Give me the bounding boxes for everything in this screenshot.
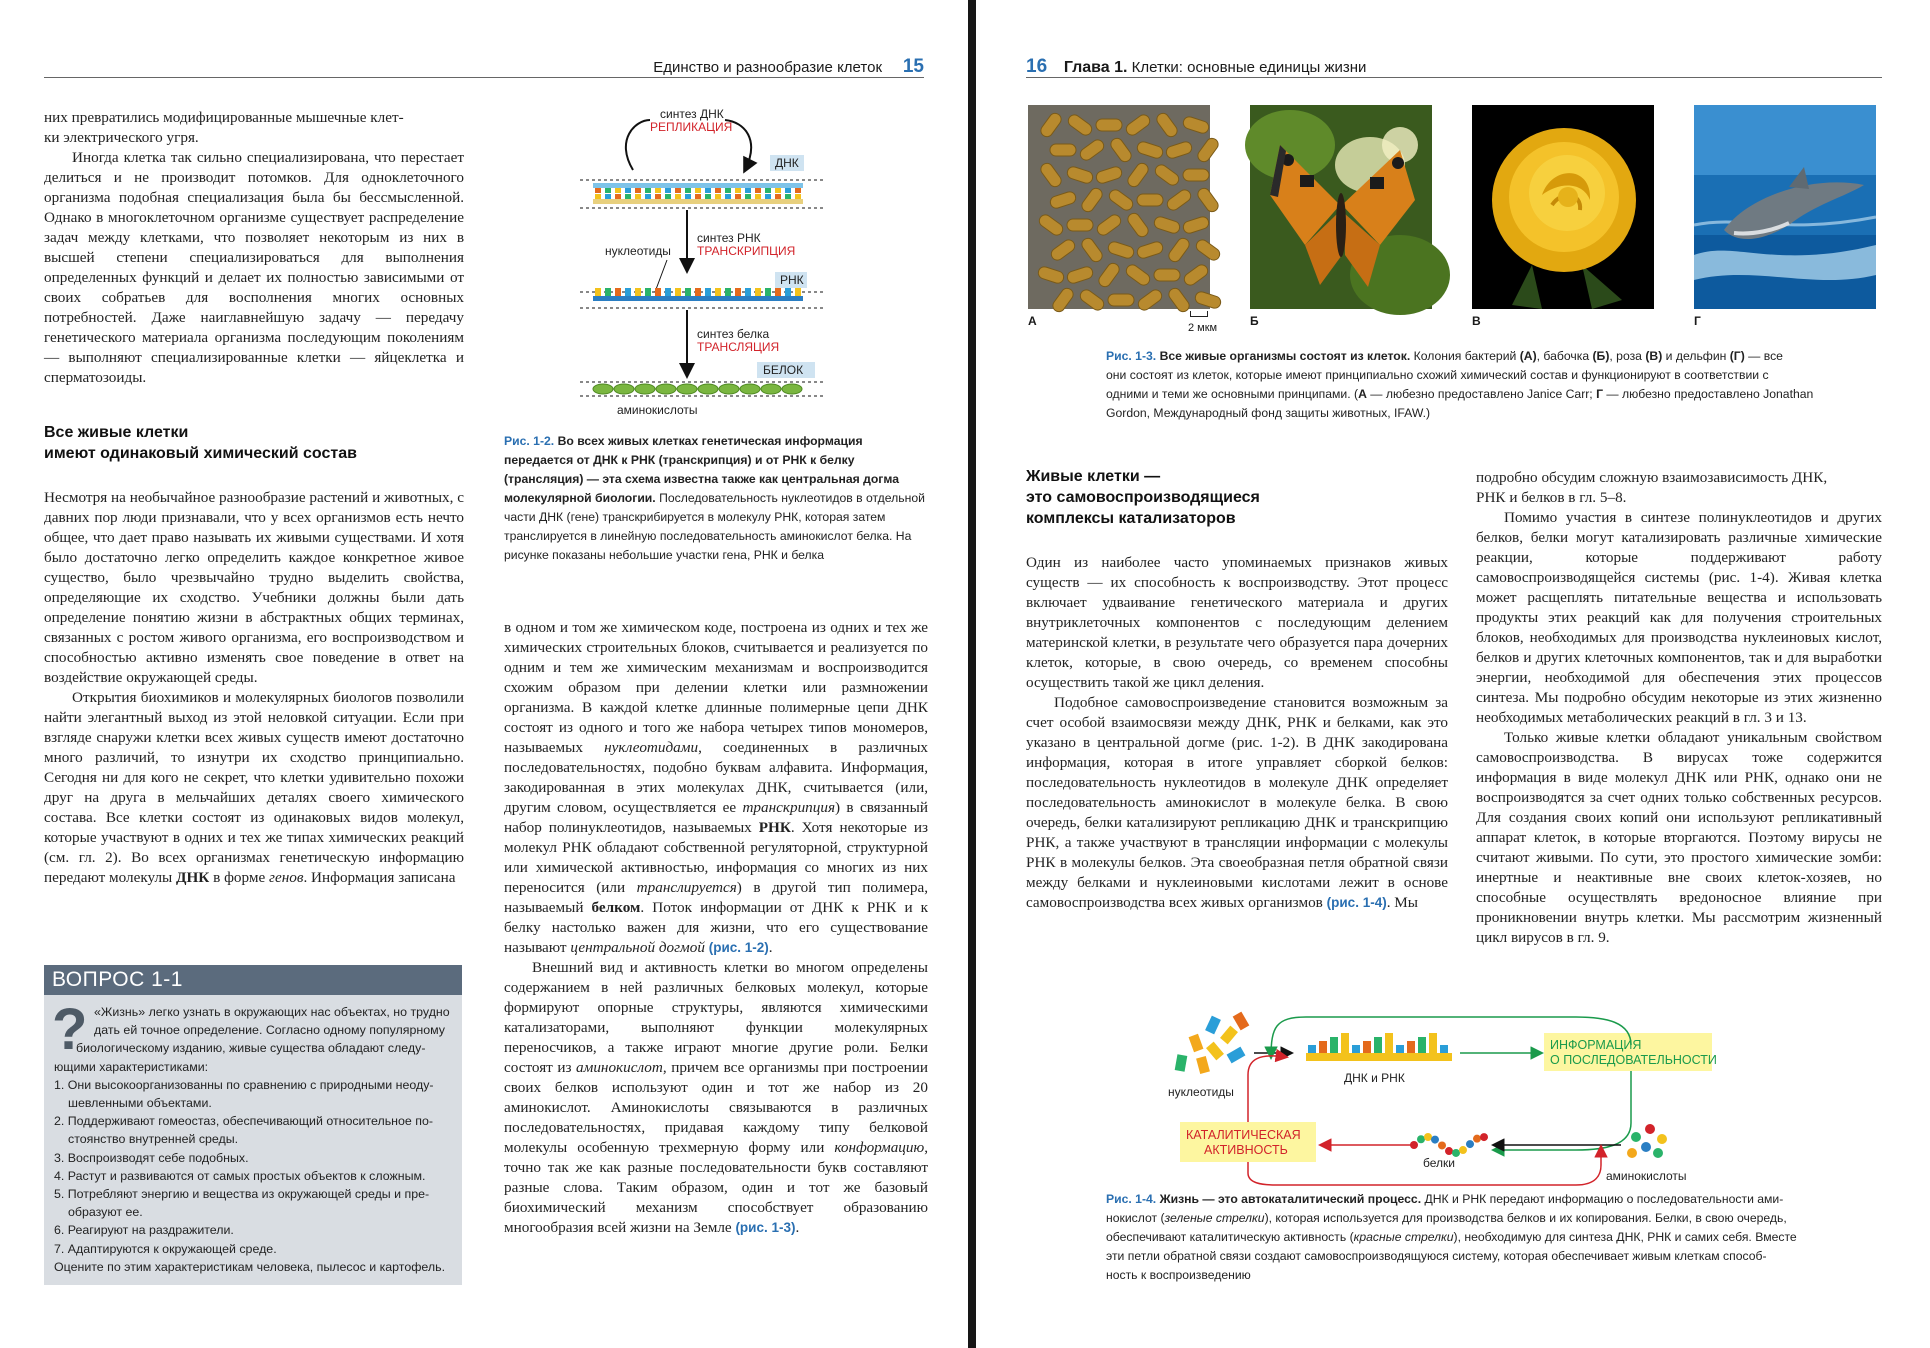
running-header: 16 Глава 1. Клетки: основные единицы жизни	[1026, 56, 1882, 78]
label-dna-rna: ДНК и РНК	[1344, 1071, 1405, 1085]
figure-ref[interactable]: (рис. 1-2)	[708, 940, 769, 955]
para: Внешний вид и активность клетки во многом определены содержанием в ней различных белковых молекул, которые формируют опорные структуры, являются химическими катализаторами, выполняют функции молекулярных переносчиков, а также играют многие другие роли. Белки состоят из аминокислот, причем все организмы при построении своих белков используют один и тот же набор из 20 аминокислот. Аминокислоты связываются в различных последовательностях, придавая каждому типу белковой молекулы особенную трехмерную форму или конформацию, точно так же как разные последовательности букв составляют разные слова. Таким образом, один и тот же базовый биохимический механизм способствует образованию многообразия всей жизни на Земле (рис. 1-3).	[504, 959, 928, 1236]
para: Несмотря на необычайное разнообразие растений и животных, с давних пор люди признавали, что у всех организмов есть нечто общее, что дает право называть их живыми существами. И хотя было достаточно легко определить каждое конкретное живое существо, было чрезвычайно трудно выделить свойства, определяющие их сходство. Учебники должны были дать определение понятию жизни в абстрактных общих терминах, связанных с ростом живого организма, его воспроизводством и способностью активно изменять свое поведение в ответ на воздействие окружающей среды.	[44, 489, 464, 686]
para: Только живые клетки обладают уникальным свойством самовоспроизводства. В вирусах тоже содержится информация в виде молекул ДНК или РНК, однако они не воспроизводятся за счет одних только собственных ресурсов. Для создания своих копий они используют репликативный аппарат клеток, в которые вторгаются. Поэтому вирусы не считают живыми. По сути, это простого химические зомби: инертные и неактивные вне своих клеток-хозяев, но способные осуществлять вредоносное влияние при проникновении внутрь клетки. Мы рассмотрим жизненный цикл вирусов в гл. 9.	[1476, 729, 1882, 946]
label-replication: РЕПЛИКАЦИЯ	[650, 120, 733, 134]
scale-label: 2 мкм	[1188, 322, 1218, 334]
header-title: Клетки: основные единицы жизни	[1131, 59, 1367, 76]
figure-1-2-central-dogma	[575, 100, 875, 420]
figure-1-4-caption: Рис. 1-4. Жизнь — это автокаталитический процесс. ДНК и РНК передают информацию о последовательности ами- нокислот (зеленые стрелки), которая используется для производства белков и их копирования. Белки, в свою очередь, обеспечивают каталитическую активность (красные стрелки), необходимую для синтеза ДНК, РНК и самих себя. Вместе эти петли обратной связи создают самовоспроизводящуюся систему, которая обеспечивает живым клеткам способ- ность к воспроизведению	[1106, 1192, 1797, 1282]
label-protein: БЕЛОК	[763, 363, 804, 377]
label-synth-rna: синтез РНК	[697, 231, 761, 245]
label-nucleotides: нуклеотиды	[1168, 1085, 1234, 1099]
photo-dolphin	[1694, 105, 1876, 309]
column-2	[504, 618, 928, 1238]
label-proteins: белки	[1423, 1156, 1455, 1170]
column-4	[1476, 468, 1882, 948]
photo-butterfly	[1250, 105, 1432, 309]
para-continued: них превратились модифицированные мышечные клет- ки электрического угря.	[44, 109, 404, 146]
figure-1-4-autocatalysis	[1168, 1005, 1717, 1185]
para-continued: подробно обсудим сложную взаимозависимость ДНК, РНК и белков в гл. 5–8.	[1476, 469, 1828, 506]
para: Иногда клетка так сильно специализирована, что перестает делиться и не производит потомков. Для одноклеточного организма подобная специализация была бы бессмысленной. Однако в многоклеточном организме существует распределение задач между клетками, что позволяет некоторым из них в высшей степени специализироваться для выполнения определенных функций и делает их полностью зависимыми от своих собратьев для восполнения многих основных потребностей. Даже наиглавнейшую задачу — передачу генетического материала организма последующим поколениям — выполняют специализированные клетки — яйцеклетка и сперматозоиды.	[44, 149, 464, 386]
label-transcription: ТРАНСКРИПЦИЯ	[697, 244, 796, 258]
dna-strand	[595, 188, 801, 199]
label-info-2: О ПОСЛЕДОВАТЕЛЬНОСТИ	[1550, 1053, 1717, 1067]
figure-1-3-caption: Рис. 1-3. Все живые организмы состоят из клеток. Колония бактерий (А), бабочка (Б), роза (В) и дельфин (Г) — все они состоят из клеток, которые имеют принципиально схожий химический состав и функционируют в соответствии с одними и теми же основными принципами. (А — любезно предоставлено Janice Carr; Г — любезно предоставлено Jonathan Gordon, Международный фонд защиты животных, IFAW.)	[1106, 349, 1814, 420]
rna-strand	[595, 288, 801, 296]
label-nucleotides: нуклеотиды	[605, 244, 671, 258]
page-number: 15	[902, 56, 924, 77]
photo-bacteria	[1028, 105, 1210, 309]
list-item: 3. Воспроизводят себе подобных.	[54, 1150, 249, 1165]
photo-label-b: Б	[1250, 314, 1259, 328]
label-dna: ДНК	[775, 156, 799, 170]
list-item: 4. Растут и развиваются от самых простых объектов к сложным.	[54, 1168, 426, 1183]
column-3	[1026, 466, 1448, 913]
list-item: 2. Поддерживают гомеостаз, обеспечивающий относительное по- стоянство внутренней среды.	[54, 1114, 433, 1147]
question-box	[44, 965, 462, 1285]
figure-1-2-caption: Рис. 1-2. Во всех живых клетках генетическая информация передается от ДНК к РНК (транскрипция) и от РНК к белку (трансляция) — эта схема известна также как центральная догма молекулярной биологии. Последовательность нуклеотидов в отдельной части ДНК (гене) транскрибируется в молекулу РНК, которая затем транслируется в линейную последовательность аминокислот белка. На рисунке показаны небольшие участки гена, РНК и белка	[504, 434, 925, 562]
photo-label-v: В	[1472, 314, 1481, 328]
para: в одном и том же химическом коде, построена из одних и тех же химических строительных блоков, считывается и реализуется по одним и тем же химическим механизмам и воспроизводится схожим образом при делении клетки или размножении организма. В каждой клетке длинные полимерные цепи ДНК состоят из одного и того же набора четырех типов мономеров, называемых нуклеотидами, соединенных в различных последовательностях, подобно буквам алфавита. Информация, закодированная в этих молекулах ДНК, считывается (или, другим словом, осуществляется ее транскрипция) в связанный набор полинуклеотидов, называемых РНК. Хотя некоторые из молекул РНК обладают собственной регуляторной, структурной или химической активностью, информация со многих из них переносится (или транслируется) в другой тип полимера, называемый белком. Поток информации от ДНК к РНК и к белку настолько важен для жизни, что его существование называют центральной догмой (рис. 1-2).	[504, 619, 929, 956]
photo-rose	[1472, 105, 1654, 309]
photo-label-g: Г	[1694, 314, 1701, 328]
aminoacids-icon	[1627, 1124, 1667, 1158]
proteins-icon	[1410, 1133, 1488, 1157]
protein-chain	[593, 384, 802, 394]
green-arrow-to-proteins	[1494, 1071, 1631, 1150]
list-item: 7. Адаптируются к окружающей среде.	[54, 1241, 277, 1256]
nucleotides-icon	[1175, 1012, 1250, 1074]
label-rna: РНК	[780, 273, 804, 287]
para: Один из наиболее часто упоминаемых признаков живых существ — их способность к воспроизводству. Этот процесс включает удваивание генетического материала и других внутриклеточных компонентов с последующим делением материнской клетки, в результате чего образуется пара дочерних клеток, которые, в свою очередь, со временем способны осуществить такой же цикл деления.	[1026, 554, 1448, 691]
label-aminoacids: аминокислоты	[1606, 1169, 1687, 1183]
list-item: 1. Они высокоорганизованны по сравнению с природными неоду- шевленными объектами.	[54, 1077, 434, 1111]
list-item: 6. Реагируют на раздражители.	[54, 1223, 234, 1238]
figure-ref[interactable]: (рис. 1-3)	[735, 1220, 796, 1235]
red-loop-to-dna	[1248, 1056, 1286, 1122]
page-number: 16	[1026, 56, 1048, 77]
label-cat-2: АКТИВНОСТЬ	[1204, 1143, 1288, 1157]
label-synth-protein: синтез белка	[697, 327, 770, 341]
label-synth-dna: синтез ДНК	[660, 107, 724, 121]
scale-bar	[1190, 311, 1208, 317]
para: Подобное самовоспроизведение становится возможным за счет особой взаимосвязи между ДНК, РНК и белками, как это указано в центральной догме (рис. 1-2). В ДНК закодирована информация, которая в итоге управляет сборкой белков: последовательность нуклеотидов в молекуле ДНК определяет последовательность аминокислот в молекуле белка. В свою очередь, белки катализируют репликацию ДНК и транскрипцию РНК, а также участвуют в трансляции информации с молекулы РНК в молекулы белков. Эта своеобразная петля обратной связи между белками и нуклеиновыми кислотами лежит в основе самовоспроизводства всех живых организмов (рис. 1-4). Мы	[1026, 694, 1448, 911]
para: Открытия биохимиков и молекулярных биологов позволили найти элегантный выход из этой неловкой ситуации. Если при взгляде снаружи клетки всех живых существ имеют достаточно много различий, то изнутри их сходство принципиально. Сегодня ни для кого не секрет, что клетки удивительно похожи друг на друга в мельчайших деталях своего химического состава. Все клетки состоят из одинаковых видов молекул, которые участвуют в одних и тех же типах химических реакций (см. гл. 2). Во всех организмах генетическую информацию передают молекулы ДНК в форме генов. Информация записана	[44, 689, 464, 886]
question-box-text: «Жизнь» легко узнать в окружающих нас объектах, но трудно дать ей точное определение. Согласно одному популярному биологическому изданию, живые существа обладают следу- ющими характеристиками: 1. Они высокоорганизованны по сравнению с природными неоду- шевленными объектами. 2. Поддерживают гомеостаз, обеспечивающий относительное по- стоянство внутренней среды. 3. Воспроизводят себе подобных. 4. Растут и развиваются от самых простых объектов к сложным. 5. Потребляют энергию и вещества из окружающей среды и пре- образуют ее. 6. Реагируют на раздражители. 7. Адаптируются к окружающей среде. Оцените по этим характеристикам человека, пылесос и картофель.	[54, 1003, 454, 1276]
label-info-1: ИНФОРМАЦИЯ	[1550, 1038, 1642, 1052]
dna-rna-icon	[1308, 1033, 1448, 1053]
list-item: 5. Потребляют энергию и вещества из окружающей среды и пре- образуют ее.	[54, 1187, 430, 1220]
figure-ref[interactable]: (рис. 1-4)	[1326, 895, 1387, 910]
running-header	[44, 56, 924, 78]
replication-arrow-left	[626, 120, 650, 170]
photo-label-a: А	[1028, 314, 1037, 328]
question-box-title: ВОПРОС 1-1	[44, 965, 462, 995]
right-page	[976, 0, 1930, 1348]
question-mark-icon: ?	[52, 997, 88, 1062]
section-heading: Все живые клетки имеют одинаковый химический состав	[44, 424, 357, 462]
section-heading: Живые клетки — это самовоспроизводящиеся комплексы катализаторов	[1026, 468, 1260, 527]
label-aminoacids: аминокислоты	[617, 403, 698, 417]
label-translation: ТРАНСЛЯЦИЯ	[697, 340, 780, 354]
header-title: Единство и разнообразие клеток	[653, 59, 883, 76]
para: Помимо участия в синтезе полинуклеотидов и других белков, белки могут катализировать различные химические реакции, которые поддерживают работу самовоспроизводящейся системы (рис. 1-4). Живая клетка может расщеплять питательные вещества и использовать продукты этих реакций как для получения строительных блоков, необходимых для производства нуклеиновых кислот, белков и других клеточных компонентов, так и для выработки энергии, необходимой для обеспечения этих процессов синтеза. Мы подробно обсудим некоторые из этих жизненно необходимых метаболических реакций в гл. 3 и 13.	[1476, 509, 1882, 726]
column-1	[44, 108, 464, 888]
book-spine	[968, 0, 976, 1348]
label-cat-1: КАТАЛИТИЧЕСКАЯ	[1186, 1128, 1301, 1142]
